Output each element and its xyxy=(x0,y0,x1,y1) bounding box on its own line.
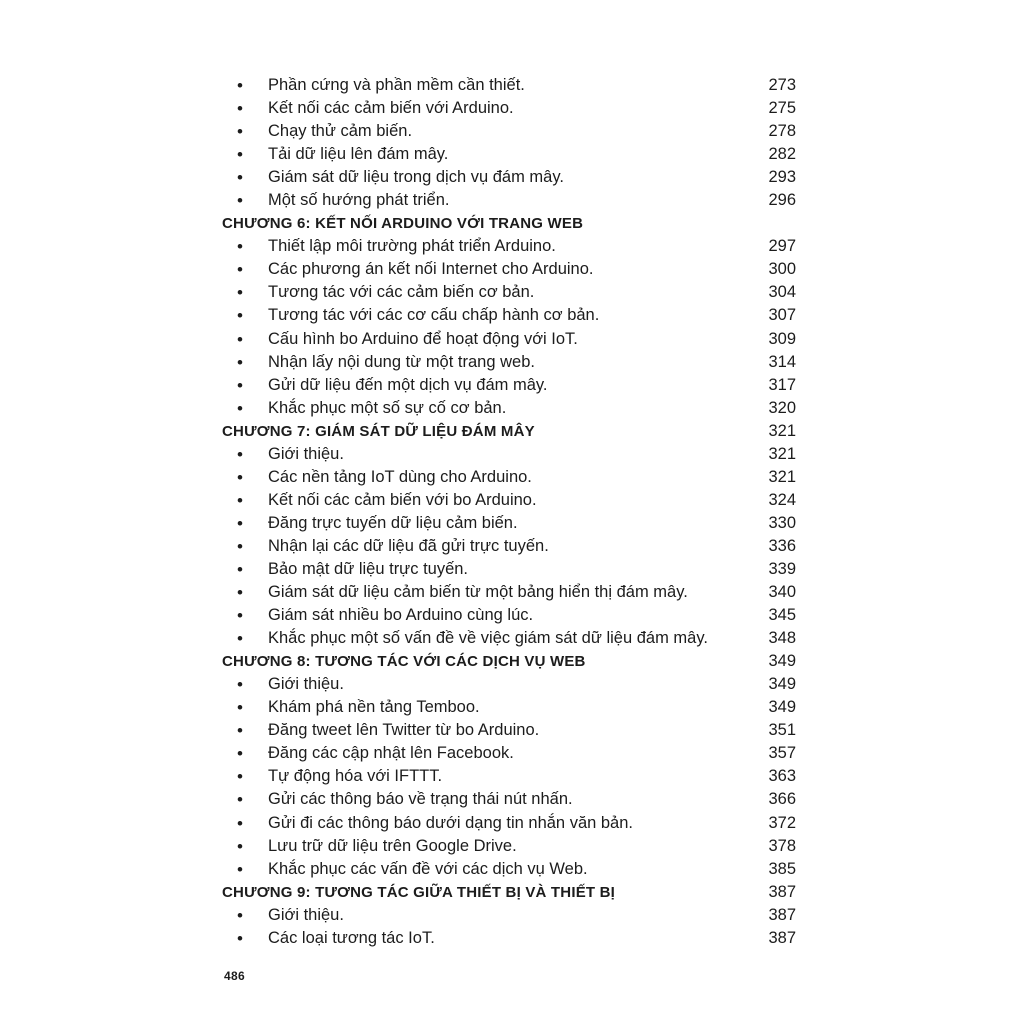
toc-entry xyxy=(222,189,798,212)
entry-page-number: 385 xyxy=(768,859,796,878)
entry-title: Giám sát dữ liệu trong dịch vụ đám mây. xyxy=(268,168,564,187)
toc-entry xyxy=(222,535,798,558)
entry-page-number: 282 xyxy=(768,145,796,164)
entry-title: Nhận lấy nội dung từ một trang web. xyxy=(268,352,535,371)
entry-title: Gửi dữ liệu đến một dịch vụ đám mây. xyxy=(268,375,548,394)
entry-page-number: 357 xyxy=(768,744,796,763)
entry-page-number: 349 xyxy=(768,652,796,671)
toc-entry xyxy=(222,858,798,881)
entry-title: Đăng trực tuyến dữ liệu cảm biến. xyxy=(268,513,518,532)
bullet-icon: • xyxy=(237,744,243,764)
entry-title: Giới thiệu. xyxy=(268,444,344,463)
bullet-icon: • xyxy=(237,490,243,510)
entry-title: Khám phá nền tảng Temboo. xyxy=(268,698,480,717)
toc-entry xyxy=(222,627,798,650)
toc-entry xyxy=(222,143,798,166)
toc-entry xyxy=(222,304,798,327)
bullet-icon: • xyxy=(237,813,243,833)
entry-page-number: 309 xyxy=(768,329,796,348)
toc-entry xyxy=(222,812,798,835)
bullet-icon: • xyxy=(237,905,243,925)
entry-page-number: 372 xyxy=(768,813,796,832)
chapter-title: CHƯƠNG 9: TƯƠNG TÁC GIỮA THIẾT BỊ VÀ THIẾT BỊ xyxy=(222,883,616,901)
toc-entry xyxy=(222,765,798,788)
entry-page-number: 278 xyxy=(768,122,796,141)
entry-page-number: 363 xyxy=(768,767,796,786)
bullet-icon: • xyxy=(237,859,243,879)
toc-entry xyxy=(222,166,798,189)
chapter-title: CHƯƠNG 6: KẾT NỐI ARDUINO VỚI TRANG WEB xyxy=(222,215,584,233)
bullet-icon: • xyxy=(237,168,243,188)
toc-entry xyxy=(222,581,798,604)
entry-title: Chạy thử cảm biến. xyxy=(268,122,413,141)
bullet-icon: • xyxy=(237,237,243,257)
entry-page-number: 345 xyxy=(768,606,796,625)
chapter-heading xyxy=(222,881,798,904)
entry-title: Đăng tweet lên Twitter từ bo Arduino. xyxy=(268,721,540,740)
entry-title: Lưu trữ dữ liệu trên Google Drive. xyxy=(268,836,517,855)
entry-title: Các nền tảng IoT dùng cho Arduino. xyxy=(268,467,532,486)
entry-title: Cấu hình bo Arduino để hoạt động với IoT. xyxy=(268,329,578,348)
bullet-icon: • xyxy=(237,629,243,649)
bullet-icon: • xyxy=(237,467,243,487)
entry-page-number: 387 xyxy=(768,928,796,947)
entry-page-number: 300 xyxy=(768,260,796,279)
entry-page-number: 366 xyxy=(768,790,796,809)
entry-title: Nhận lại các dữ liệu đã gửi trực tuyến. xyxy=(268,536,549,555)
entry-page-number: 340 xyxy=(768,583,796,602)
toc-entry xyxy=(222,742,798,765)
toc-entry xyxy=(222,397,798,420)
entry-title: Khắc phục các vấn đề với các dịch vụ Web. xyxy=(268,859,588,878)
entry-title: Tương tác với các cảm biến cơ bản. xyxy=(268,283,535,302)
entry-title: Một số hướng phát triển. xyxy=(268,191,450,210)
toc-entry xyxy=(222,673,798,696)
toc-entry xyxy=(222,927,798,950)
bullet-icon: • xyxy=(237,145,243,165)
entry-page-number: 317 xyxy=(768,375,796,394)
toc-entry xyxy=(222,443,798,466)
entry-title: Tải dữ liệu lên đám mây. xyxy=(268,145,449,164)
toc-entry xyxy=(222,835,798,858)
bullet-icon: • xyxy=(237,283,243,303)
toc-entry xyxy=(222,512,798,535)
bullet-icon: • xyxy=(237,375,243,395)
entry-page-number: 321 xyxy=(768,421,796,440)
entry-page-number: 321 xyxy=(768,467,796,486)
bullet-icon: • xyxy=(237,352,243,372)
chapter-title: CHƯƠNG 7: GIÁM SÁT DỮ LIỆU ĐÁM MÂY xyxy=(222,422,535,440)
bullet-icon: • xyxy=(237,928,243,948)
bullet-icon: • xyxy=(237,698,243,718)
entry-page-number: 324 xyxy=(768,490,796,509)
bullet-icon: • xyxy=(237,122,243,142)
entry-title: Bảo mật dữ liệu trực tuyến. xyxy=(268,559,469,578)
bullet-icon: • xyxy=(237,99,243,119)
entry-page-number: 387 xyxy=(768,905,796,924)
entry-title: Gửi đi các thông báo dưới dạng tin nhắn văn bản. xyxy=(268,813,633,832)
entry-title: Gửi các thông báo về trạng thái nút nhấn. xyxy=(268,790,573,809)
bullet-icon: • xyxy=(237,306,243,326)
entry-title: Thiết lập môi trường phát triển Arduino. xyxy=(268,237,556,256)
entry-title: Giám sát dữ liệu cảm biến từ một bảng hiển thị đám mây. xyxy=(268,583,688,602)
bullet-icon: • xyxy=(237,329,243,349)
entry-page-number: 339 xyxy=(768,559,796,578)
entry-title: Giám sát nhiều bo Arduino cùng lúc. xyxy=(268,606,534,625)
entry-page-number: 321 xyxy=(768,444,796,463)
entry-title: Các phương án kết nối Internet cho Arduino. xyxy=(268,260,594,279)
entry-page-number: 349 xyxy=(768,698,796,717)
entry-title: Tự động hóa với IFTTT. xyxy=(268,767,443,786)
entry-page-number: 378 xyxy=(768,836,796,855)
entry-page-number: 304 xyxy=(768,283,796,302)
bullet-icon: • xyxy=(237,721,243,741)
toc-entry xyxy=(222,719,798,742)
table-of-contents xyxy=(222,74,798,950)
entry-title: Kết nối các cảm biến với Arduino. xyxy=(268,99,514,118)
entry-title: Khắc phục một số sự cố cơ bản. xyxy=(268,398,507,417)
toc-entry xyxy=(222,788,798,811)
entry-title: Các loại tương tác IoT. xyxy=(268,928,435,947)
chapter-heading xyxy=(222,650,798,673)
toc-entry xyxy=(222,374,798,397)
toc-entry xyxy=(222,97,798,120)
toc-entry xyxy=(222,489,798,512)
entry-page-number: 297 xyxy=(768,237,796,256)
bullet-icon: • xyxy=(237,536,243,556)
bullet-icon: • xyxy=(237,559,243,579)
chapter-heading xyxy=(222,212,798,235)
entry-page-number: 296 xyxy=(768,191,796,210)
entry-page-number: 314 xyxy=(768,352,796,371)
entry-page-number: 330 xyxy=(768,513,796,532)
entry-page-number: 387 xyxy=(768,882,796,901)
bullet-icon: • xyxy=(237,767,243,787)
entry-page-number: 307 xyxy=(768,306,796,325)
entry-page-number: 349 xyxy=(768,675,796,694)
entry-title: Giới thiệu. xyxy=(268,905,344,924)
bullet-icon: • xyxy=(237,583,243,603)
toc-entry xyxy=(222,696,798,719)
entry-page-number: 320 xyxy=(768,398,796,417)
entry-title: Đăng các cập nhật lên Facebook. xyxy=(268,744,514,763)
toc-entry xyxy=(222,235,798,258)
entry-page-number: 348 xyxy=(768,629,796,648)
chapter-title: CHƯƠNG 8: TƯƠNG TÁC VỚI CÁC DỊCH VỤ WEB xyxy=(222,653,586,671)
toc-entry xyxy=(222,558,798,581)
bullet-icon: • xyxy=(237,606,243,626)
toc-entry xyxy=(222,281,798,304)
toc-entry xyxy=(222,466,798,489)
toc-entry xyxy=(222,604,798,627)
bullet-icon: • xyxy=(237,513,243,533)
entry-page-number: 336 xyxy=(768,536,796,555)
bullet-icon: • xyxy=(237,675,243,695)
bullet-icon: • xyxy=(237,76,243,95)
bullet-icon: • xyxy=(237,444,243,464)
toc-entry xyxy=(222,74,798,97)
entry-title: Khắc phục một số vấn đề về việc giám sát dữ liệu đám mây. xyxy=(268,629,708,648)
entry-page-number: 351 xyxy=(768,721,796,740)
toc-entry xyxy=(222,904,798,927)
entry-title: Phần cứng và phần mềm cần thiết. xyxy=(268,76,525,94)
toc-entry xyxy=(222,351,798,374)
bullet-icon: • xyxy=(237,398,243,418)
entry-title: Tương tác với các cơ cấu chấp hành cơ bản. xyxy=(268,306,600,325)
toc-entry xyxy=(222,258,798,281)
entry-title: Kết nối các cảm biến với bo Arduino. xyxy=(268,490,537,509)
chapter-heading xyxy=(222,420,798,443)
bullet-icon: • xyxy=(237,836,243,856)
bullet-icon: • xyxy=(237,790,243,810)
entry-title: Giới thiệu. xyxy=(268,675,344,694)
entry-page-number: 293 xyxy=(768,168,796,187)
entry-page-number: 273 xyxy=(768,76,796,94)
entry-page-number: 275 xyxy=(768,99,796,118)
toc-entry xyxy=(222,328,798,351)
toc-entry xyxy=(222,120,798,143)
bullet-icon: • xyxy=(237,191,243,211)
bullet-icon: • xyxy=(237,260,243,280)
page-number: 486 xyxy=(224,969,245,983)
